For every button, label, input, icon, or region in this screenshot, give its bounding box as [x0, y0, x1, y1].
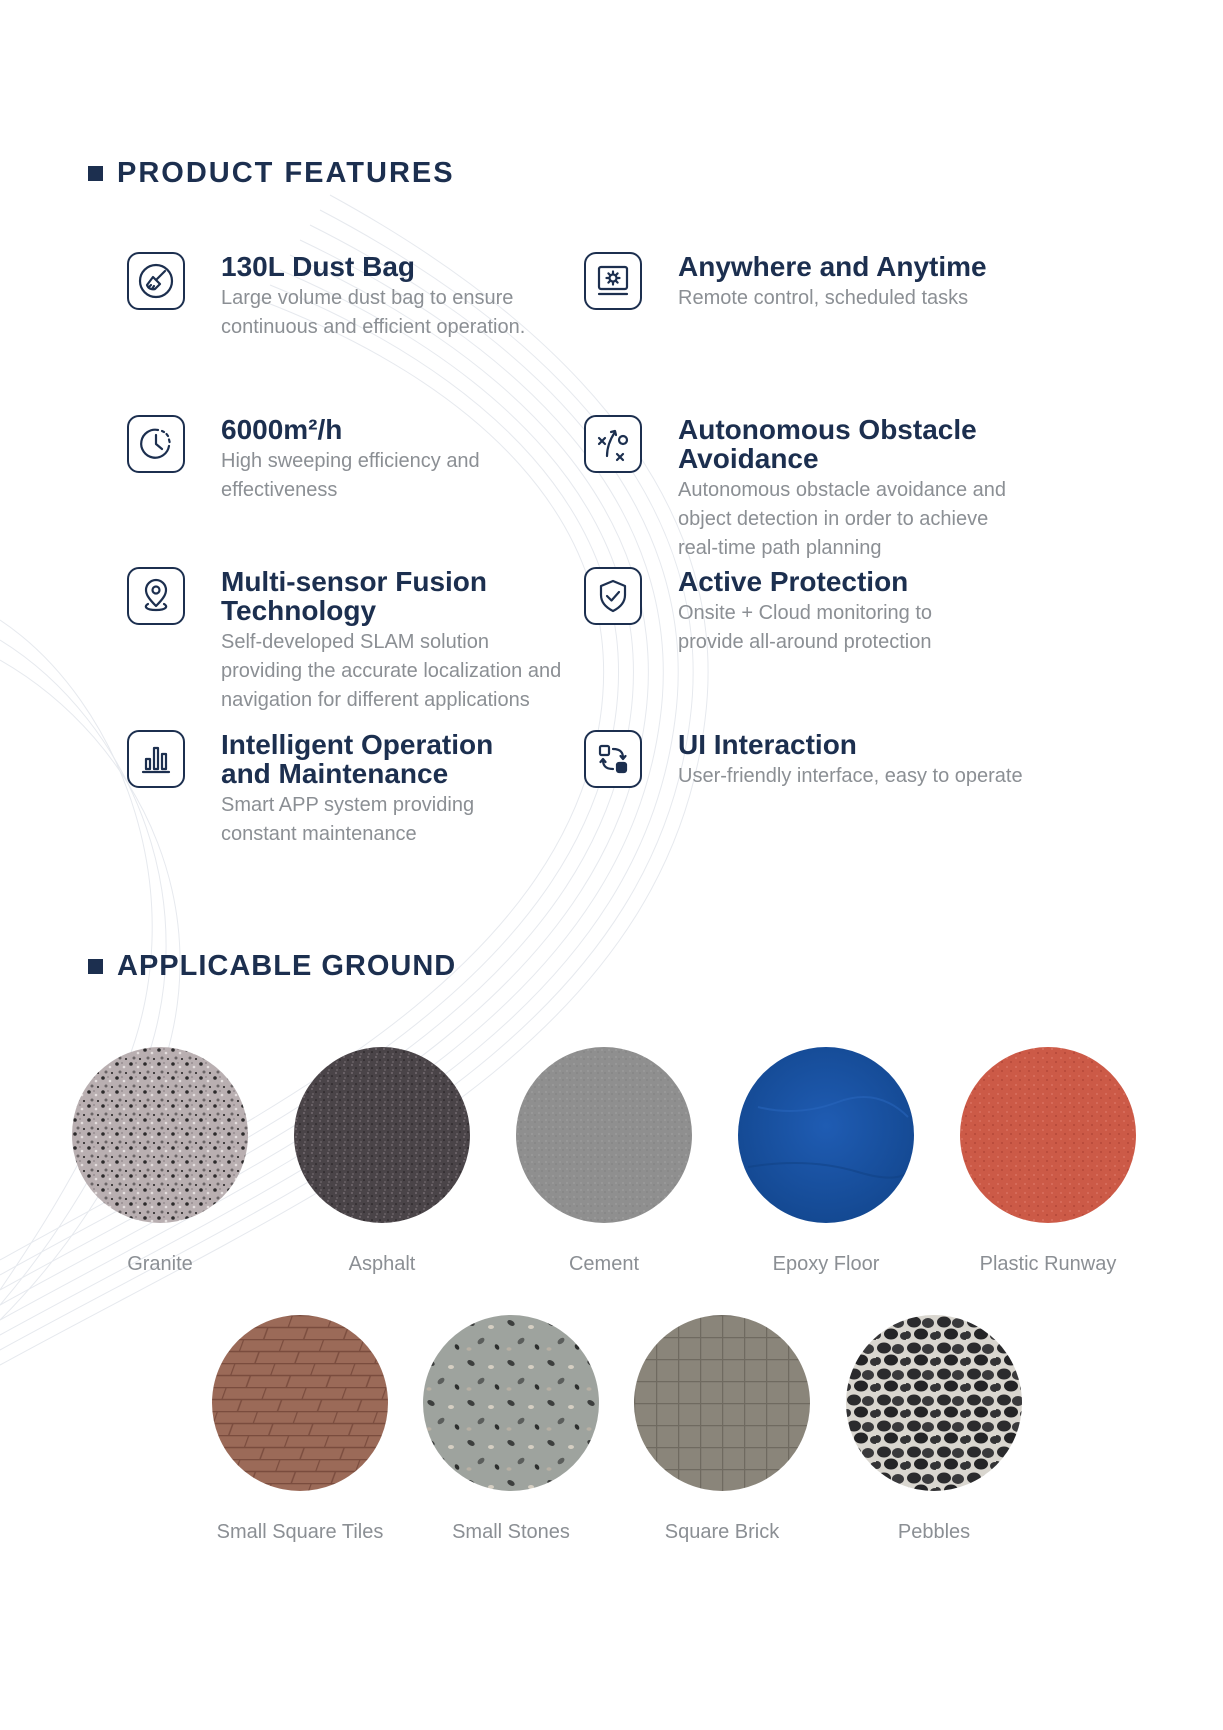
surface-granite: [60, 1047, 260, 1276]
feature-title: 130L Dust Bag: [221, 251, 415, 282]
ui-interaction-icon: [584, 730, 642, 788]
surface-label: Plastic Runway: [979, 1253, 1117, 1275]
path-planning-icon: [584, 415, 642, 473]
feature-description: User-friendly interface, easy to operate: [678, 765, 1023, 787]
pebbles-texture-image: [846, 1315, 1022, 1491]
location-pin-icon: [127, 567, 185, 625]
shield-check-icon: [584, 567, 642, 625]
brush-icon: [127, 252, 185, 310]
feature-title: Multi-sensor Fusion Technology: [221, 566, 487, 626]
feature-title: UI Interaction: [678, 729, 857, 760]
surface-plastic-runway: [948, 1047, 1148, 1276]
surface-cement: [504, 1047, 704, 1276]
feature-title: Intelligent Operation and Maintenance: [221, 729, 494, 789]
feature-description: Autonomous obstacle avoidance and object detection in order to achieve real-time path planning: [678, 479, 1007, 559]
feature-description: Large volume dust bag to ensure continuous and efficient operation.: [221, 287, 526, 338]
surface-label: Small Square Tiles: [216, 1521, 384, 1543]
surface-label: Pebbles: [897, 1521, 971, 1543]
surface-label: Cement: [568, 1253, 640, 1275]
heading-square-marker: [88, 166, 103, 181]
surface-label: Epoxy Floor: [772, 1253, 880, 1275]
surface-label: Small Stones: [452, 1521, 570, 1543]
feature-description: Smart APP system providing constant maintenance: [221, 794, 475, 845]
applicable-ground-heading: [88, 950, 456, 983]
heading-square-marker: [88, 959, 103, 974]
surface-label: Square Brick: [664, 1521, 780, 1543]
plastic-runway-texture-image: [960, 1047, 1136, 1223]
granite-texture-image: [72, 1047, 248, 1223]
square-brick-texture-image: [634, 1315, 810, 1491]
feature-title: Anywhere and Anytime: [678, 251, 987, 282]
feature-description: Onsite + Cloud monitoring to provide all-around protection: [678, 602, 933, 653]
feature-title: Active Protection: [678, 566, 909, 597]
surface-pebbles: [834, 1315, 1034, 1544]
settings-screen-icon: [584, 252, 642, 310]
feature-description: Self-developed SLAM solution providing the accurate localization and navigation for different applications: [221, 631, 562, 711]
small-stones-texture-image: [423, 1315, 599, 1491]
applicable-ground-title: APPLICABLE GROUND: [117, 950, 457, 982]
asphalt-texture-image: [294, 1047, 470, 1223]
surface-square-brick: [622, 1315, 822, 1544]
clock-icon: [127, 415, 185, 473]
small-square-tiles-texture-image: [212, 1315, 388, 1491]
product-features-title: PRODUCT FEATURES: [117, 157, 455, 189]
surface-small-stones: [411, 1315, 611, 1544]
cement-texture-image: [516, 1047, 692, 1223]
feature-title: Autonomous Obstacle Avoidance: [678, 414, 977, 474]
surface-label: Asphalt: [348, 1253, 416, 1275]
feature-title: 6000m²/h: [221, 414, 343, 445]
product-features-heading: [88, 157, 455, 190]
feature-description: Remote control, scheduled tasks: [678, 287, 969, 309]
surface-small-square-tiles: [200, 1315, 400, 1544]
surface-asphalt: [282, 1047, 482, 1276]
bar-chart-icon: [127, 730, 185, 788]
epoxy-floor-texture-image: [738, 1047, 914, 1223]
feature-description: High sweeping efficiency and effectiveness: [221, 450, 480, 501]
surface-label: Granite: [127, 1253, 193, 1275]
surface-epoxy-floor: [726, 1047, 926, 1276]
